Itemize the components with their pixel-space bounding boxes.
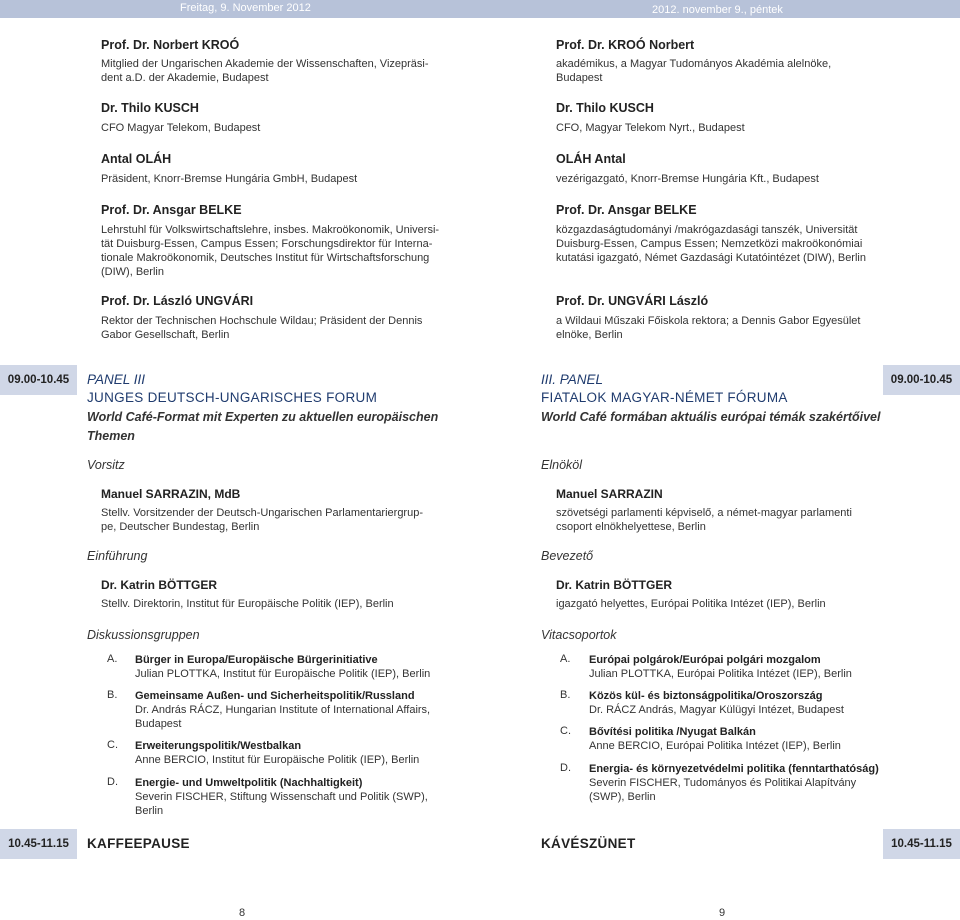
speaker-de-olah bbox=[101, 152, 441, 186]
group-title: Bürger in Europa/Europäische Bürgerinitiative bbox=[135, 654, 378, 666]
speaker-name: Prof. Dr. Norbert KROÓ bbox=[101, 38, 240, 52]
group-letter: A. bbox=[107, 653, 118, 665]
group-letter: D. bbox=[107, 776, 118, 788]
group-de-c bbox=[135, 739, 455, 767]
speaker-desc: Lehrstuhl für Volkswirtschaftslehre, insbes. Makroökonomik, Universi- bbox=[101, 224, 440, 236]
speaker-hu-olah bbox=[556, 152, 876, 186]
break-label-hu: KÁVÉSZÜNET bbox=[541, 836, 636, 851]
speaker-desc: a Wildaui Műszaki Főiskola rektora; a Dennis Gabor Egyesület bbox=[556, 315, 861, 327]
speaker-desc: Mitglied der Ungarischen Akademie der Wissenschaften, Vizepräsi- bbox=[101, 58, 429, 70]
group-letter: C. bbox=[560, 725, 571, 737]
group-speaker: Anne BERCIO, Európai Politika Intézet (IEP), Berlin bbox=[589, 740, 841, 752]
chair-role-hu: Elnököl bbox=[541, 458, 582, 472]
page-number-left: 8 bbox=[239, 907, 246, 919]
speaker-name: Antal OLÁH bbox=[101, 152, 172, 166]
speaker-desc: CFO, Magyar Telekom Nyrt., Budapest bbox=[556, 122, 745, 134]
speaker-name: OLÁH Antal bbox=[556, 152, 626, 166]
speaker-desc: elnöke, Berlin bbox=[556, 329, 623, 341]
intro-de bbox=[101, 578, 441, 611]
speaker-desc: dent a.D. der Akademie, Budapest bbox=[101, 72, 269, 84]
chair-desc: pe, Deutscher Bundestag, Berlin bbox=[101, 521, 260, 533]
speaker-desc: vezérigazgató, Knorr-Bremse Hungária Kft., Budapest bbox=[556, 173, 819, 185]
group-hu-d bbox=[589, 762, 919, 804]
group-title: Európai polgárok/Európai polgári mozgalom bbox=[589, 654, 821, 666]
forum-title-de: JUNGES DEUTSCH-UNGARISCHES FORUM bbox=[87, 390, 378, 405]
speaker-desc: közgazdaságtudományi /makrógazdasági tanszék, Universität bbox=[556, 224, 858, 236]
group-hu-c bbox=[589, 725, 909, 753]
chair-desc: csoport elnökhelyettese, Berlin bbox=[556, 521, 706, 533]
group-letter: C. bbox=[107, 739, 118, 751]
page-number-right: 9 bbox=[719, 907, 726, 919]
speaker-name: Dr. Thilo KUSCH bbox=[556, 101, 654, 115]
speaker-desc: Präsident, Knorr-Bremse Hungária GmbH, Budapest bbox=[101, 173, 358, 185]
group-de-b bbox=[135, 689, 455, 731]
speaker-name: Prof. Dr. Ansgar BELKE bbox=[556, 203, 697, 217]
group-letter: B. bbox=[107, 689, 118, 701]
group-letter: A. bbox=[560, 653, 571, 665]
group-speaker: Berlin bbox=[135, 805, 164, 817]
intro-desc: Stellv. Direktorin, Institut für Europäische Politik (IEP), Berlin bbox=[101, 598, 394, 610]
group-speaker: Dr. RÁCZ András, Magyar Külügyi Intézet, Budapest bbox=[589, 704, 844, 716]
group-letter: D. bbox=[560, 762, 571, 774]
group-speaker: Anne BERCIO, Institut für Europäische Politik (IEP), Berlin bbox=[135, 754, 420, 766]
header-bar-left bbox=[0, 0, 480, 18]
speaker-desc: akadémikus, a Magyar Tudományos Akadémia alelnöke, bbox=[556, 58, 832, 70]
speaker-name: Prof. Dr. KROÓ Norbert bbox=[556, 38, 695, 52]
speaker-desc: tionale Makroökonomik, Deutsches Institut für Wirtschaftsforschung bbox=[101, 252, 430, 264]
panel-subtitle-hu: World Café formában aktuális európai témák szakértőivel bbox=[541, 410, 881, 424]
group-letter: B. bbox=[560, 689, 571, 701]
intro-hu bbox=[556, 578, 876, 611]
speaker-hu-ungvari bbox=[556, 294, 876, 342]
group-speaker: Julian PLOTTKA, Institut für Europäische Politik (IEP), Berlin bbox=[135, 668, 431, 680]
chair-role-de: Vorsitz bbox=[87, 458, 125, 472]
speaker-de-ungvari bbox=[101, 294, 441, 342]
group-speaker: Severin FISCHER, Tudományos és Politikai Alapítvány bbox=[589, 777, 857, 789]
speaker-desc: Duisburg-Essen, Campus Essen; Nemzetközi makroökonómiai bbox=[556, 238, 863, 250]
speaker-name: Dr. Thilo KUSCH bbox=[101, 101, 199, 115]
header-date-hu: 2012. november 9., péntek bbox=[652, 4, 783, 16]
chair-hu bbox=[556, 487, 876, 534]
group-hu-b bbox=[589, 689, 909, 717]
group-title: Energia- és környezetvédelmi politika (fenntarthatóság) bbox=[589, 763, 879, 775]
chair-desc: szövetségi parlamenti képviselő, a német-magyar parlamenti bbox=[556, 507, 852, 519]
group-speaker: Budapest bbox=[135, 718, 182, 730]
intro-role-hu: Bevezető bbox=[541, 549, 594, 563]
group-speaker: Dr. András RÁCZ, Hungarian Institute of International Affairs, bbox=[135, 704, 431, 716]
speaker-de-kroo bbox=[101, 38, 441, 85]
subtitle-line: Themen bbox=[87, 429, 135, 443]
intro-desc: igazgató helyettes, Európai Politika Intézet (IEP), Berlin bbox=[556, 598, 826, 610]
panel-label-hu: III. PANEL bbox=[541, 372, 604, 387]
chair-name: Manuel SARRAZIN, MdB bbox=[101, 487, 241, 501]
panel-subtitle-de bbox=[87, 408, 447, 446]
chair-desc: Stellv. Vorsitzender der Deutsch-Ungarischen Parlamentariergrup- bbox=[101, 507, 423, 519]
group-hu-a bbox=[589, 653, 909, 681]
break-time-de: 10.45-11.15 bbox=[0, 829, 77, 859]
intro-name: Dr. Katrin BÖTTGER bbox=[556, 578, 673, 592]
group-title: Közös kül- és biztonságpolitika/Oroszország bbox=[589, 690, 823, 702]
session-time-hu: 09.00-10.45 bbox=[883, 365, 960, 395]
speaker-name: Prof. Dr. Ansgar BELKE bbox=[101, 203, 242, 217]
speaker-hu-kusch bbox=[556, 101, 876, 135]
forum-title-hu: FIATALOK MAGYAR-NÉMET FÓRUMA bbox=[541, 390, 788, 405]
speaker-name: Prof. Dr. UNGVÁRI László bbox=[556, 294, 709, 308]
speaker-desc: kutatási igazgató, Német Gazdasági Kutatóintézet (DIW), Berlin bbox=[556, 252, 866, 264]
break-label-de: KAFFEEPAUSE bbox=[87, 836, 190, 851]
break-time-hu: 10.45-11.15 bbox=[883, 829, 960, 859]
group-title: Energie- und Umweltpolitik (Nachhaltigkeit) bbox=[135, 777, 363, 789]
speaker-hu-kroo bbox=[556, 38, 876, 85]
header-bar-right bbox=[480, 0, 960, 18]
group-title: Erweiterungspolitik/Westbalkan bbox=[135, 740, 302, 752]
speaker-desc: tät Duisburg-Essen, Campus Essen; Forschungsdirektor für Interna- bbox=[101, 238, 433, 250]
chair-de bbox=[101, 487, 441, 534]
intro-name: Dr. Katrin BÖTTGER bbox=[101, 578, 218, 592]
speaker-desc: Rektor der Technischen Hochschule Wildau; Präsident der Dennis bbox=[101, 315, 423, 327]
session-time-de: 09.00-10.45 bbox=[0, 365, 77, 395]
intro-role-de: Einführung bbox=[87, 549, 148, 563]
group-speaker: (SWP), Berlin bbox=[589, 791, 656, 803]
group-title: Bővítési politika /Nyugat Balkán bbox=[589, 726, 756, 738]
group-de-d bbox=[135, 776, 455, 818]
group-de-a bbox=[135, 653, 455, 681]
speaker-hu-belke bbox=[556, 203, 876, 265]
speaker-de-kusch bbox=[101, 101, 441, 135]
speaker-desc: (DIW), Berlin bbox=[101, 266, 164, 278]
group-speaker: Julian PLOTTKA, Európai Politika Intézet (IEP), Berlin bbox=[589, 668, 852, 680]
header-date-de: Freitag, 9. November 2012 bbox=[180, 2, 311, 14]
speaker-name: Prof. Dr. László UNGVÁRI bbox=[101, 294, 254, 308]
group-title: Gemeinsame Außen- und Sicherheitspolitik/Russland bbox=[135, 690, 415, 702]
group-speaker: Severin FISCHER, Stiftung Wissenschaft und Politik (SWP), bbox=[135, 791, 428, 803]
groups-role-hu: Vitacsoportok bbox=[541, 628, 617, 642]
panel-label-de: PANEL III bbox=[87, 372, 146, 387]
subtitle-line: World Café-Format mit Experten zu aktuellen europäischen bbox=[87, 410, 439, 424]
chair-name: Manuel SARRAZIN bbox=[556, 487, 663, 501]
speaker-desc: Gabor Gesellschaft, Berlin bbox=[101, 329, 230, 341]
speaker-desc: CFO Magyar Telekom, Budapest bbox=[101, 122, 261, 134]
groups-role-de: Diskussionsgruppen bbox=[87, 628, 200, 642]
speaker-desc: Budapest bbox=[556, 72, 603, 84]
speaker-de-belke bbox=[101, 203, 441, 279]
